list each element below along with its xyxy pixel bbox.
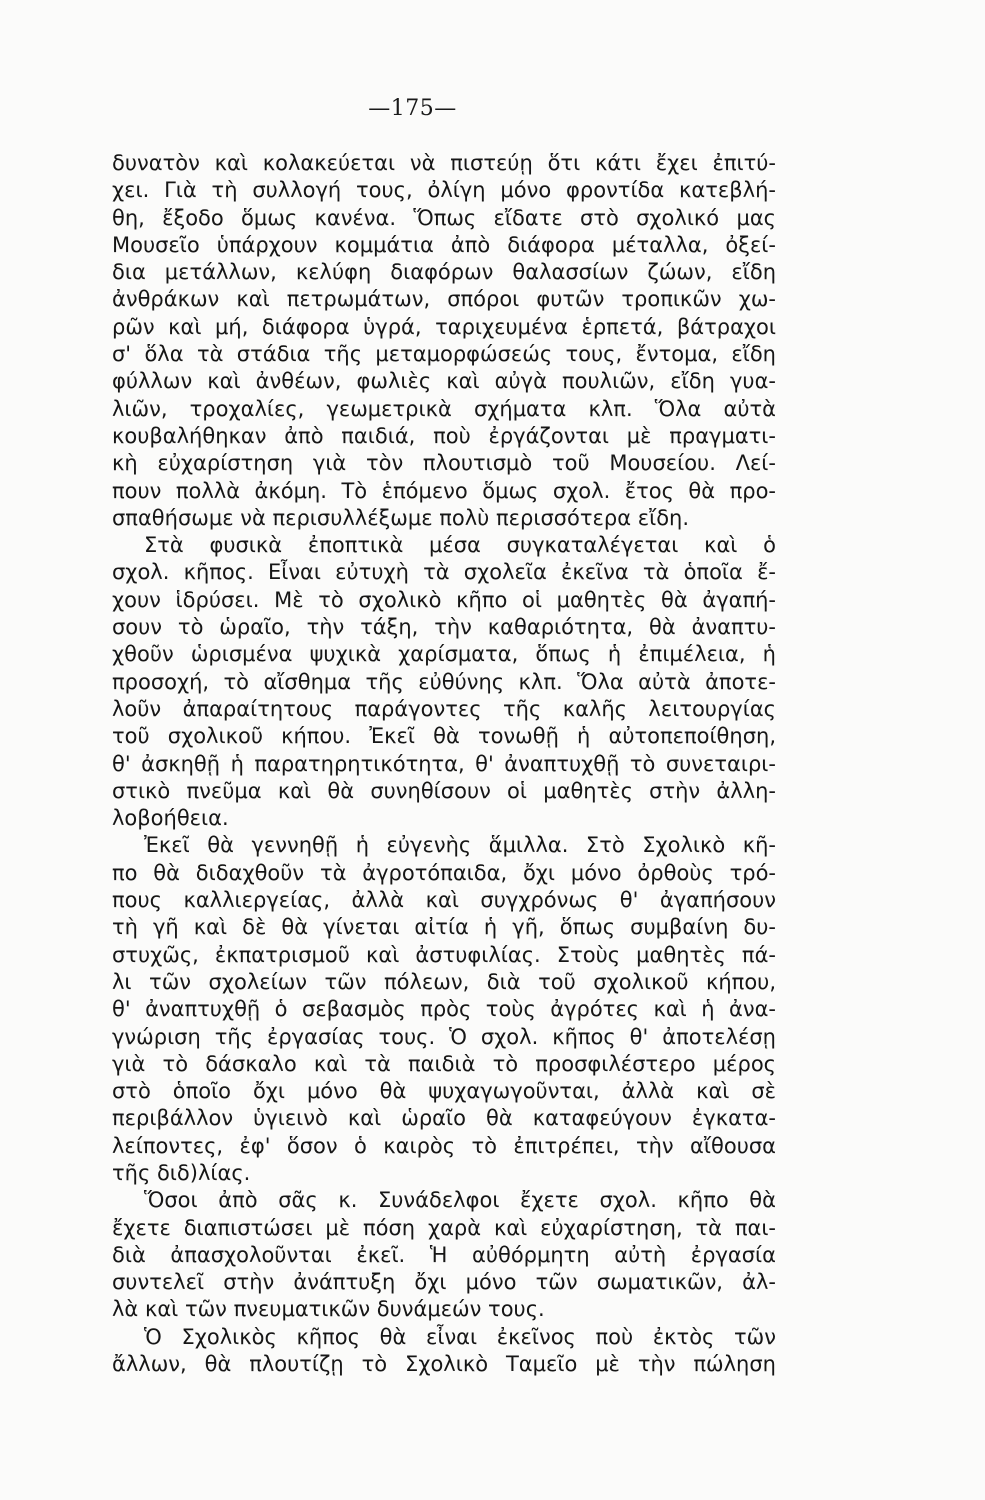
text-line: δυνατὸν καὶ κολακεύεται νὰ πιστεύῃ ὅτι κάτι ἔχει ἐπιτύ- — [112, 151, 776, 175]
text-line: λοῦν ἀπαραίτητους παράγοντες τῆς καλῆς λειτουργίας — [112, 696, 776, 721]
text-line: θ' ἀναπτυχθῇ ὁ σεβασμὸς πρὸς τοὺς ἀγρότες καὶ ἡ ἀνα- — [112, 997, 776, 1022]
text-line: Ὁ Σχολικὸς κῆπος θὰ εἶναι ἐκεῖνος ποὺ ἐκτὸς τῶν — [144, 1324, 776, 1349]
text-line: Μουσεῖο ὑπάρχουν κομμάτια ἀπὸ διάφορα μέταλλα, ὀξεί- — [112, 232, 776, 257]
text-line: κὴ εὐχαρίστηση γιὰ τὸν πλουτισμὸ τοῦ Μουσείου. Λεί- — [112, 451, 776, 476]
paragraph — [112, 532, 776, 832]
text-line: λείποντες, ἐφ' ὅσον ὁ καιρὸς τὸ ἐπιτρέπει, τὴν αἴθουσα — [112, 1133, 776, 1158]
text-line: σουν τὸ ὡραῖο, τὴν τάξη, τὴν καθαριότητα, θὰ ἀναπτυ- — [112, 615, 776, 640]
text-line: λι τῶν σχολείων τῶν πόλεων, διὰ τοῦ σχολικοῦ κήπου, — [112, 969, 776, 994]
text-line: ἀνθράκων καὶ πετρωμάτων, σπόροι φυτῶν τροπικῶν χω- — [112, 287, 776, 312]
text-line: Ὅσοι ἀπὸ σᾶς κ. Συνάδελφοι ἔχετε σχολ. κῆπο θὰ — [144, 1188, 776, 1213]
text-line: συντελεῖ στὴν ἀνάπτυξη ὄχι μόνο τῶν σωματικῶν, ἀλ- — [112, 1270, 776, 1295]
text-line: διὰ ἀπασχολοῦνται ἐκεῖ. Ἡ αὐθόρμητη αὐτὴ ἐργασία — [112, 1242, 776, 1267]
text-line: πο θὰ διδαχθοῦν τὰ ἀγροτόπαιδα, ὄχι μόνο ὀρθοὺς τρό- — [112, 860, 776, 885]
text-line: προσοχή, τὸ αἴσθημα τῆς εὐθύνης κλπ. Ὅλα αὐτὰ ἀποτε- — [112, 669, 776, 694]
text-line: κουβαλήθηκαν ἀπὸ παιδιά, ποὺ ἐργάζονται μὲ πραγματι- — [112, 423, 776, 448]
text-line: χει. Γιὰ τὴ συλλογή τους, ὀλίγη μόνο φροντίδα κατεβλή- — [112, 178, 776, 203]
text-line: στυχῶς, ἐκπατρισμοῦ καὶ ἀστυφιλίας. Στοὺς μαθητὲς πά- — [112, 942, 776, 967]
text-line: ρῶν καὶ μή, διάφορα ὑγρά, ταριχευμένα ἑρπετά, βάτραχοι — [112, 314, 776, 339]
text-line: λιῶν, τροχαλίες, γεωμετρικὰ σχήματα κλπ. Ὅλα αὐτὰ — [112, 396, 776, 421]
text-line: Ἐκεῖ θὰ γεννηθῇ ἡ εὐγενὴς ἅμιλλα. Στὸ Σχολικὸ κῆ- — [144, 833, 776, 858]
body-text — [112, 150, 776, 1378]
text-line: τοῦ σχολικοῦ κήπου. Ἐκεῖ θὰ τονωθῇ ἡ αὐτοπεποίθηση, — [112, 724, 776, 749]
page-number: —175— — [368, 96, 457, 121]
text-line: δια μετάλλων, κελύφη διαφόρων θαλασσίων ζώων, εἴδη — [112, 260, 776, 285]
text-line: πουν πολλὰ ἀκόμη. Τὸ ἑπόμενο ὅμως σχολ. ἔτος θὰ προ- — [112, 478, 776, 503]
text-line: λὰ καὶ τῶν πνευματικῶν δυνάμεών τους. — [112, 1297, 545, 1322]
text-line: Στὰ φυσικὰ ἐποπτικὰ μέσα συγκαταλέγεται καὶ ὁ — [144, 533, 776, 558]
text-line: θη, ἔξοδο ὅμως κανένα. Ὅπως εἴδατε στὸ σχολικό μας — [112, 205, 776, 230]
text-line: στικὸ πνεῦμα καὶ θὰ συνηθίσουν οἱ μαθητὲς στὴν ἀλλη- — [112, 778, 776, 803]
text-line: σ' ὅλα τὰ στάδια τῆς μεταμορφώσεώς τους, ἔντομα, εἴδη — [112, 342, 776, 367]
text-line: λοβοήθεια. — [112, 806, 229, 831]
text-line: θ' ἀσκηθῇ ἡ παρατηρητικότητα, θ' ἀναπτυχθῇ τὸ συνεταιρι- — [112, 751, 776, 776]
text-line: γνώριση τῆς ἐργασίας τους. Ὁ σχολ. κῆπος θ' ἀποτελέσῃ — [112, 1024, 776, 1049]
text-line: φύλλων καὶ ἀνθέων, φωλιὲς καὶ αὐγὰ πουλιῶν, εἴδη γυα- — [112, 369, 776, 394]
text-line: γιὰ τὸ δάσκαλο καὶ τὰ παιδιὰ τὸ προσφιλέστερο μέρος — [112, 1051, 776, 1076]
paragraph — [112, 832, 776, 1187]
text-line: χουν ἱδρύσει. Μὲ τὸ σχολικὸ κῆπο οἱ μαθητὲς θὰ ἀγαπή- — [112, 587, 776, 612]
text-line: σπαθήσωμε νὰ περισυλλέξωμε πολὺ περισσότερα εἴδη. — [112, 505, 690, 530]
text-line: πους καλλιεργείας, ἀλλὰ καὶ συγχρόνως θ' ἀγαπήσουν — [112, 888, 776, 913]
text-line: τῆς διδ)λίας. — [112, 1160, 251, 1185]
text-line: στὸ ὁποῖο ὄχι μόνο θὰ ψυχαγωγοῦνται, ἀλλὰ καὶ σὲ — [112, 1079, 776, 1104]
text-line: ἄλλων, θὰ πλουτίζῃ τὸ Σχολικὸ Ταμεῖο μὲ τὴν πώληση — [112, 1352, 776, 1377]
paragraph — [112, 1187, 776, 1323]
paragraph — [112, 150, 776, 532]
text-line: σχολ. κῆπος. Εἶναι εὐτυχὴ τὰ σχολεῖα ἐκεῖνα τὰ ὁποῖα ἔ- — [112, 560, 776, 585]
text-line: χθοῦν ὡρισμένα ψυχικὰ χαρίσματα, ὅπως ἡ ἐπιμέλεια, ἡ — [112, 642, 776, 667]
paragraph — [112, 1324, 776, 1379]
text-line: περιβάλλον ὑγιεινὸ καὶ ὡραῖο θὰ καταφεύγουν ἐγκατα- — [112, 1106, 776, 1131]
text-line: τὴ γῆ καὶ δὲ θὰ γίνεται αἰτία ἡ γῆ, ὅπως συμβαίνη δυ- — [112, 915, 776, 940]
text-line: ἔχετε διαπιστώσει μὲ πόση χαρὰ καὶ εὐχαρίστηση, τὰ παι- — [112, 1215, 776, 1240]
